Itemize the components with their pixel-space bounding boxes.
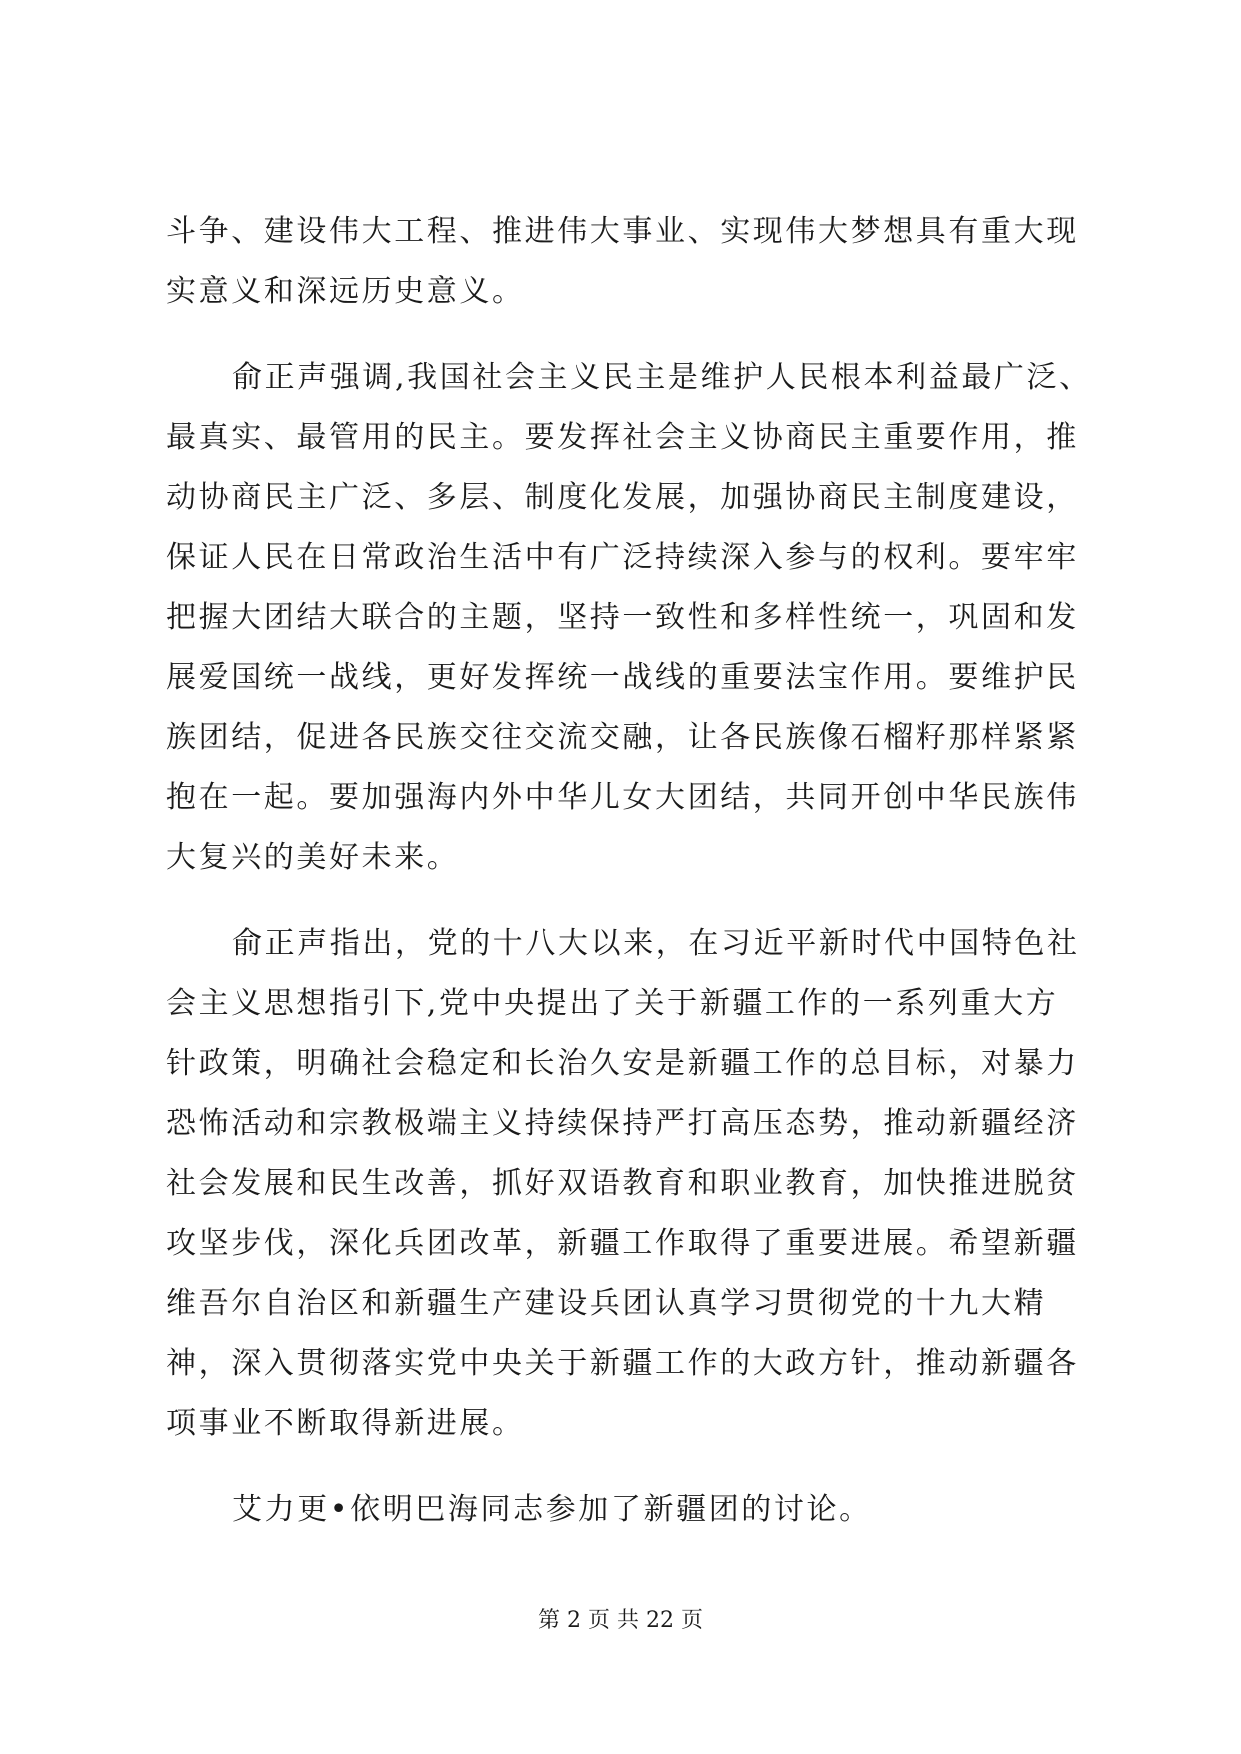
- text-line: 展爱国统一战线，更好发挥统一战线的重要法宝作用。要维护民: [166, 660, 1079, 695]
- text-line: 斗争、建设伟大工程、推进伟大事业、实现伟大梦想具有重大现: [166, 214, 1079, 249]
- text-line: 大复兴的美好未来。: [166, 840, 460, 875]
- text-line: 针政策，明确社会稳定和长治久安是新疆工作的总目标，对暴力: [166, 1046, 1079, 1081]
- text-line: 最真实、最管用的民主。要发挥社会主义协商民主重要作用，推: [166, 420, 1079, 455]
- text-line: 动协商民主广泛、多层、制度化发展，加强协商民主制度建设，: [166, 480, 1079, 515]
- text-line: 族团结，促进各民族交往交流交融，让各民族像石榴籽那样紧紧: [166, 720, 1079, 755]
- text-line: 神，深入贯彻落实党中央关于新疆工作的大政方针，推动新疆各: [166, 1346, 1079, 1381]
- text-line: 社会发展和民生改善，抓好双语教育和职业教育，加快推进脱贫: [166, 1166, 1079, 1201]
- text-line: 维吾尔自治区和新疆生产建设兵团认真学习贯彻党的十九大精: [166, 1286, 1047, 1321]
- text-line: 保证人民在日常政治生活中有广泛持续深入参与的权利。要牢牢: [166, 540, 1079, 575]
- page-number-footer: 第 2 页 共 22 页: [538, 1608, 703, 1633]
- text-line: 实意义和深远历史意义。: [166, 274, 525, 309]
- paragraph-start-line: 艾力更•依明巴海同志参加了新疆团的讨论。: [232, 1492, 872, 1527]
- text-line: 把握大团结大联合的主题，坚持一致性和多样性统一，巩固和发: [166, 600, 1079, 635]
- paragraph-start-line: 俞正声强调,我国社会主义民主是维护人民根本利益最广泛、: [232, 360, 1092, 395]
- text-line: 项事业不断取得新进展。: [166, 1406, 525, 1441]
- paragraph-start-line: 俞正声指出，党的十八大以来，在习近平新时代中国特色社: [232, 926, 1080, 961]
- text-line: 会主义思想指引下,党中央提出了关于新疆工作的一系列重大方: [166, 986, 1059, 1021]
- text-line: 攻坚步伐，深化兵团改革，新疆工作取得了重要进展。希望新疆: [166, 1226, 1079, 1261]
- text-line: 抱在一起。要加强海内外中华儿女大团结，共同开创中华民族伟: [166, 780, 1079, 815]
- text-line: 恐怖活动和宗教极端主义持续保持严打高压态势，推动新疆经济: [166, 1106, 1079, 1141]
